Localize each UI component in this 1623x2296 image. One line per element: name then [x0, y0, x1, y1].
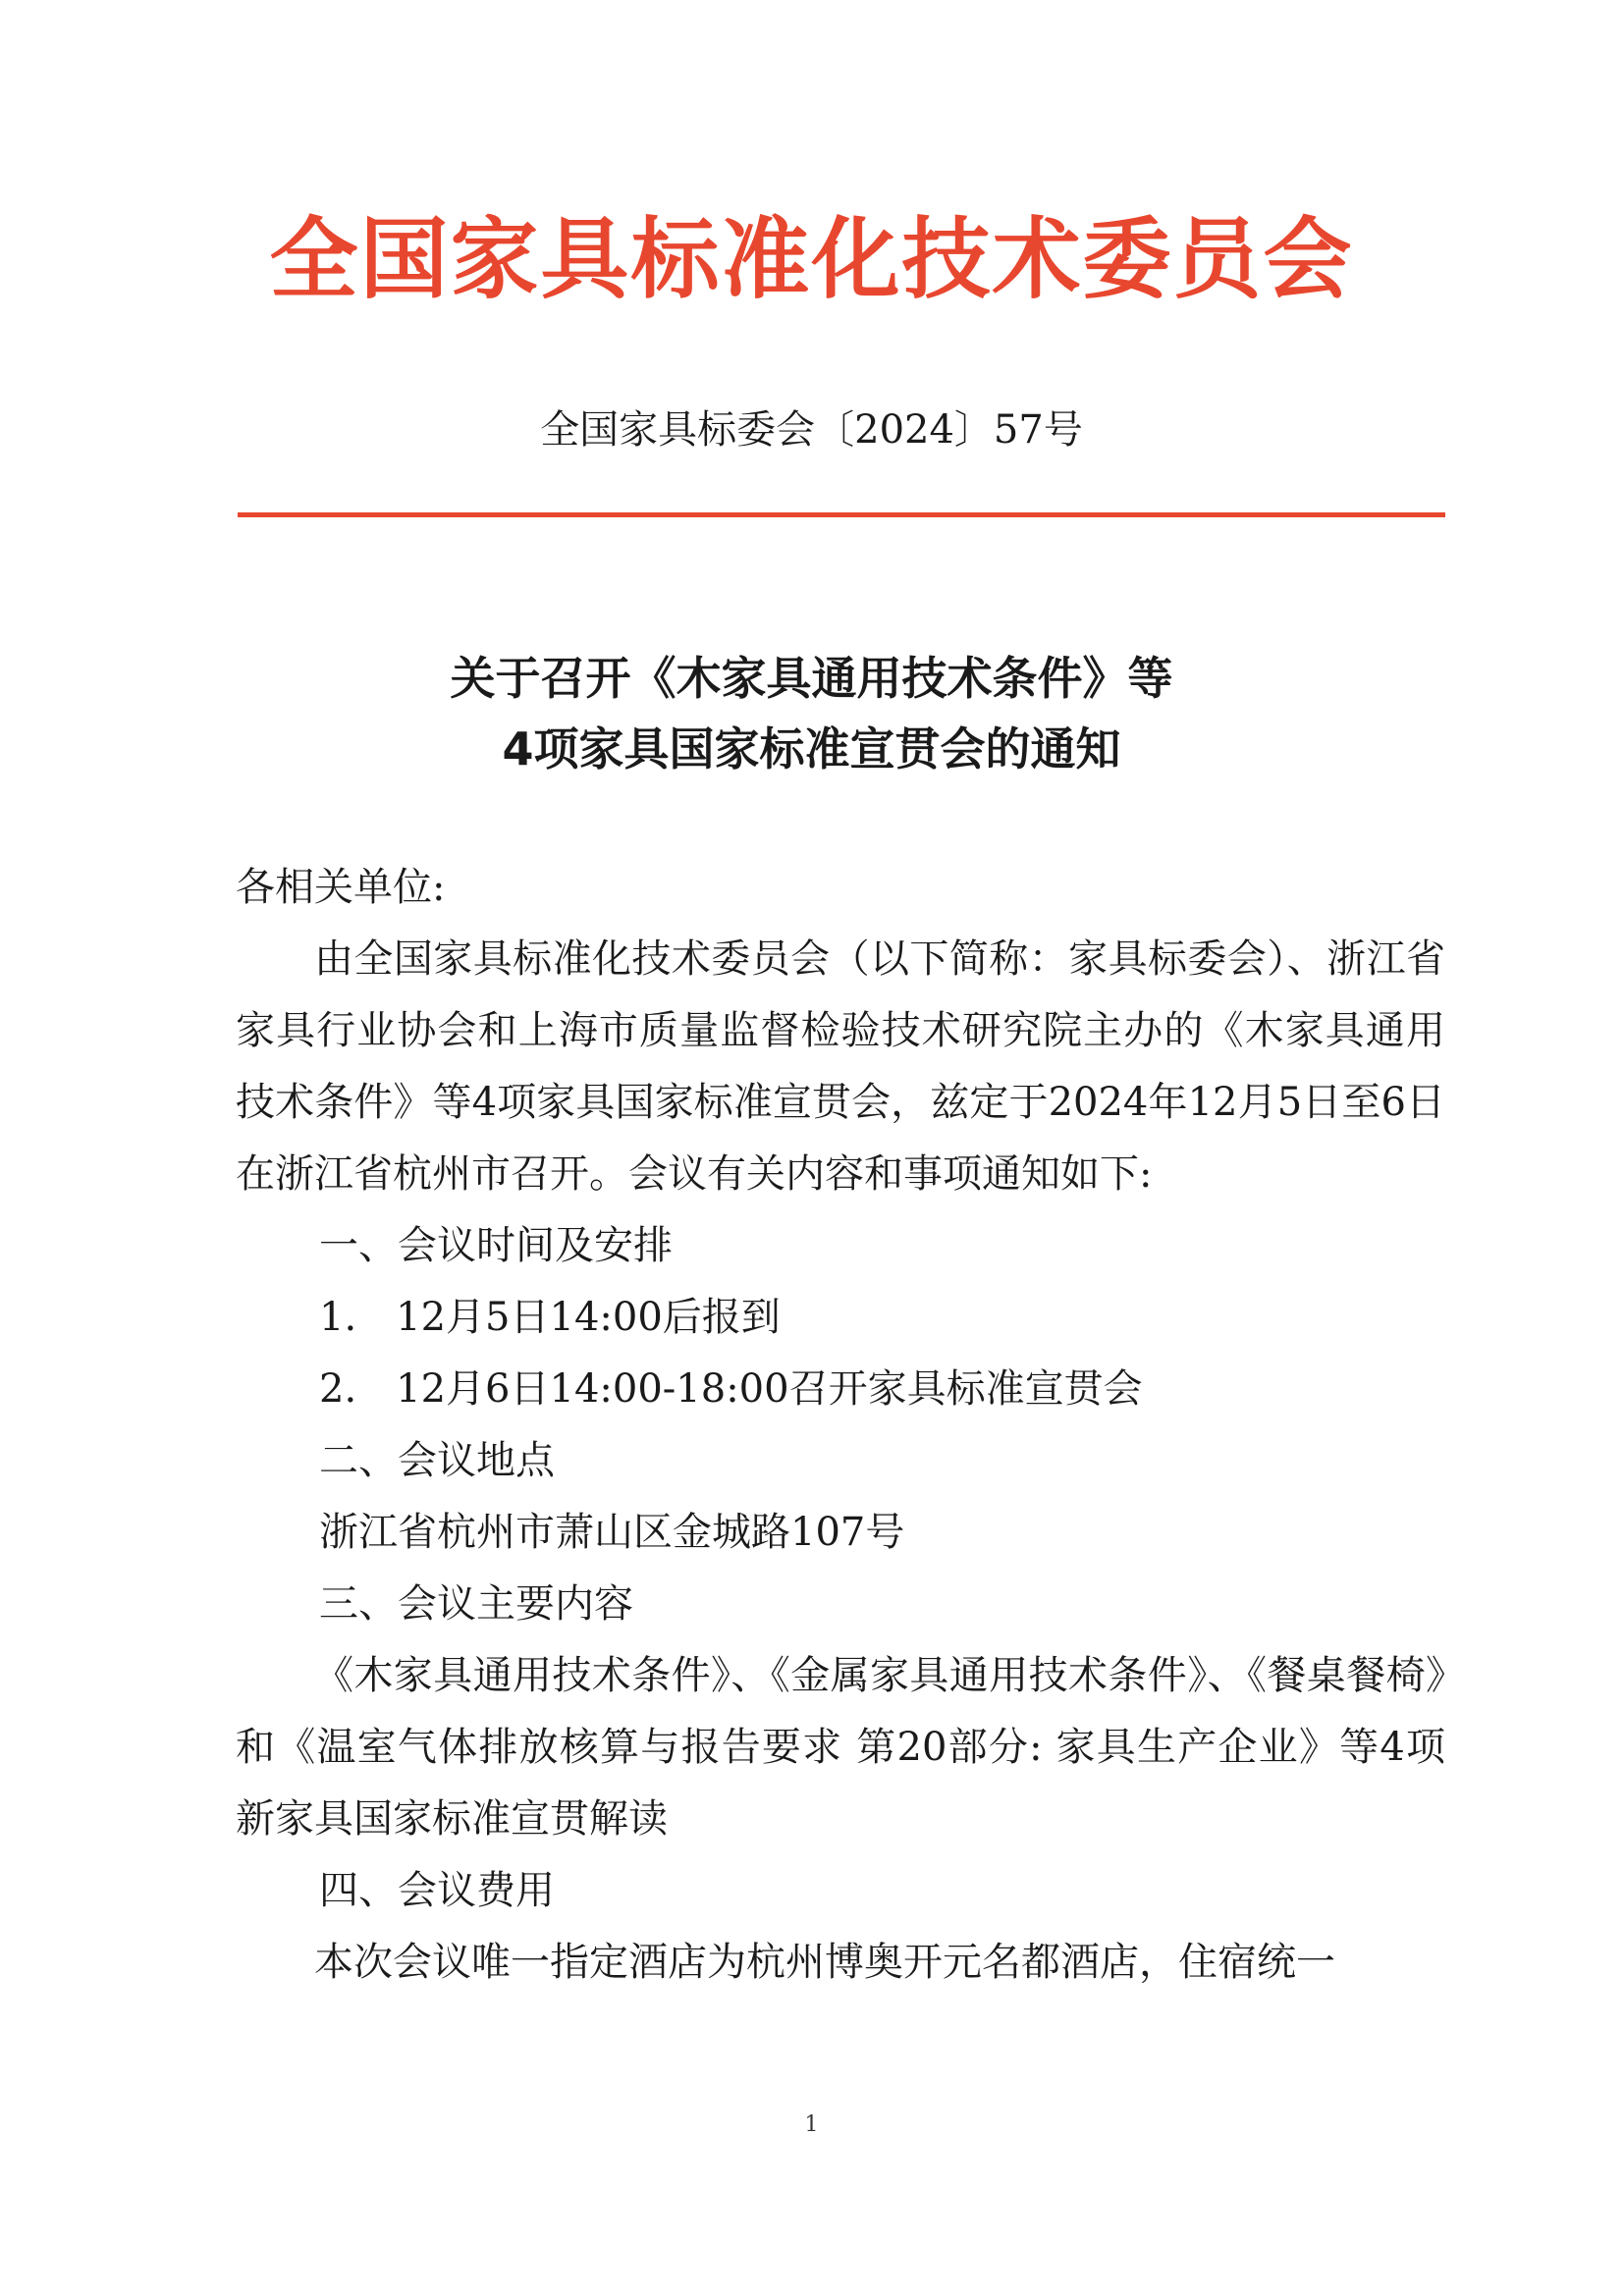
section-1-heading: 一、会议时间及安排	[319, 1223, 673, 1268]
notice-title-line-2: 4项家具国家标准宣贯会的通知	[502, 722, 1121, 775]
section-4-content: 本次会议唯一指定酒店为杭州博奥开元名都酒店，住宿统一	[314, 1940, 1335, 1985]
section-3-heading: 三、会议主要内容	[319, 1581, 633, 1627]
page-number: 1	[804, 2112, 819, 2137]
red-divider-line	[238, 512, 1445, 517]
section-3-content: 《木家具通用技术条件》、《金属家具通用技术条件》、《餐桌餐椅》和《温室气体排放核算与报告要求 第20部分: 家具生产企业》等4项新家具国家标准宣贯解读	[236, 1653, 1445, 1842]
notice-body	[236, 852, 1445, 1999]
section-2-address: 浙江省杭州市萧山区金城路107号	[319, 1510, 905, 1555]
section-1-item-2: 2. 12月6日14:00-18:00召开家具标准宣贯会	[319, 1366, 1143, 1412]
document-number: 全国家具标委会〔2024〕57号	[540, 407, 1083, 453]
org-letterhead-title: 全国家具标准化技术委员会	[269, 208, 1354, 311]
salutation: 各相关单位:	[236, 865, 446, 910]
section-2-heading: 二、会议地点	[319, 1438, 555, 1483]
intro-paragraph: 由全国家具标准化技术委员会（以下简称：家具标委会）、浙江省家具行业协会和上海市质量监督检验技术研究院主办的《木家具通用技术条件》等4项家具国家标准宣贯会，兹定于2024年12月5日至6日在浙江省杭州市召开。会议有关内容和事项通知如下:	[236, 936, 1445, 1197]
section-4-heading: 四、会议费用	[319, 1868, 555, 1913]
notice-title-line-1: 关于召开《木家具通用技术条件》等	[450, 652, 1173, 705]
section-1-item-1: 1. 12月5日14:00后报到	[319, 1295, 781, 1340]
notice-title	[0, 643, 1623, 784]
